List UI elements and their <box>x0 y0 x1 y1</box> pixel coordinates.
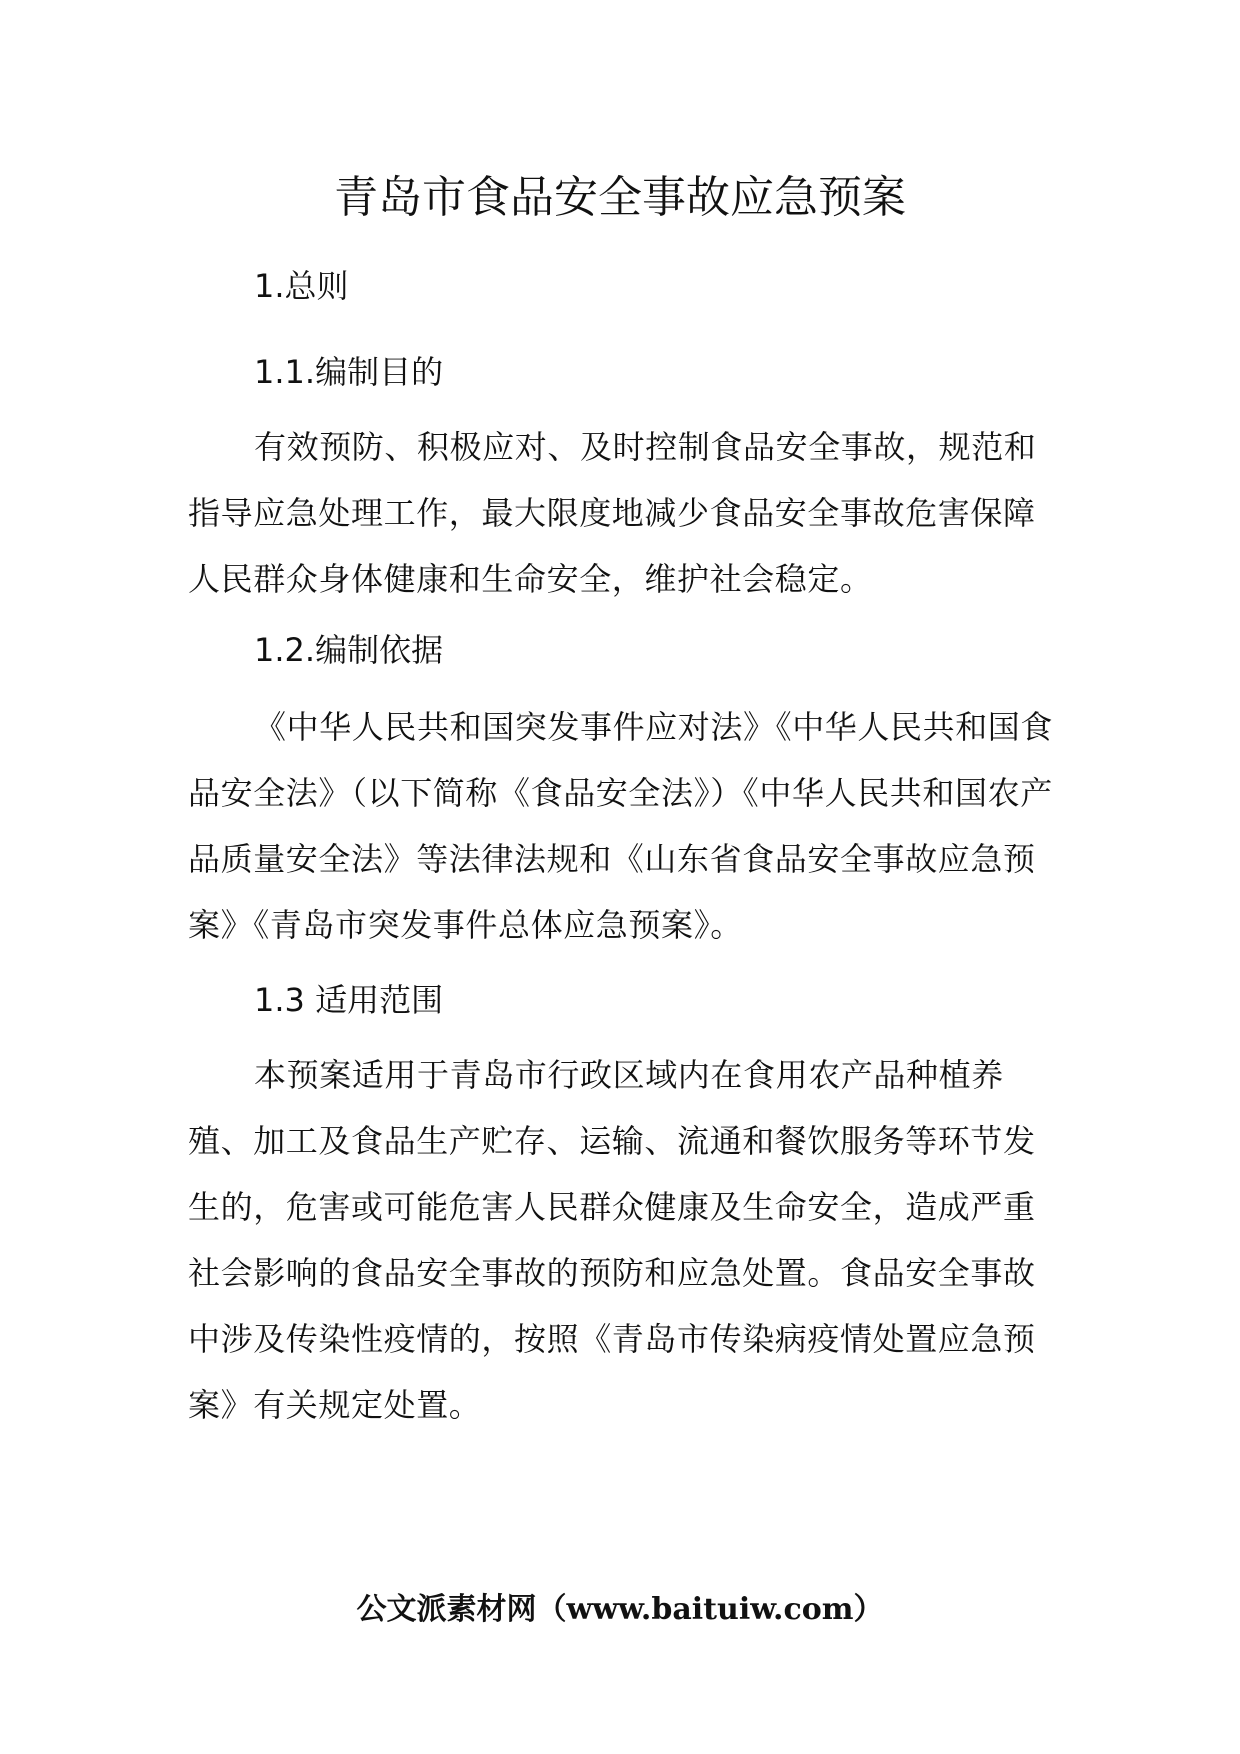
document-body <box>188 252 1054 1438</box>
document-title: 青岛市食品安全事故应急预案 <box>334 172 906 223</box>
section-1-1-heading: 1.1.编制目的 <box>254 353 444 391</box>
footer-watermark: 公文派素材网（www.baituiw.com） <box>356 1592 884 1627</box>
section-1-2-paragraph: 《中华人民共和国突发事件应对法》《中华人民共和国食品安全法》（以下简称《食品安全法》）《中华人民共和国农产品质量安全法》等法律法规和《山东省食品安全事故应急预案》《青岛市突发事件总体应急预案》。 <box>188 708 1054 944</box>
section-1-3-heading: 1.3 适用范围 <box>254 981 444 1019</box>
section-1-3-paragraph: 本预案适用于青岛市行政区域内在食用农产品种植养殖、加工及食品生产贮存、运输、流通和餐饮服务等环节发生的，危害或可能危害人民群众健康及生命安全，造成严重社会影响的食品安全事故的预防和应急处置。食品安全事故中涉及传染性疫情的，按照《青岛市传染病疫情处置应急预案》有关规定处置。 <box>188 1056 1036 1424</box>
section-1-heading: 1.总则 <box>254 267 349 305</box>
section-1-1-paragraph: 有效预防、积极应对、及时控制食品安全事故，规范和指导应急处理工作，最大限度地减少食品安全事故危害保障人民群众身体健康和生命安全，维护社会稳定。 <box>188 428 1037 598</box>
section-1-2-heading: 1.2.编制依据 <box>254 631 444 669</box>
